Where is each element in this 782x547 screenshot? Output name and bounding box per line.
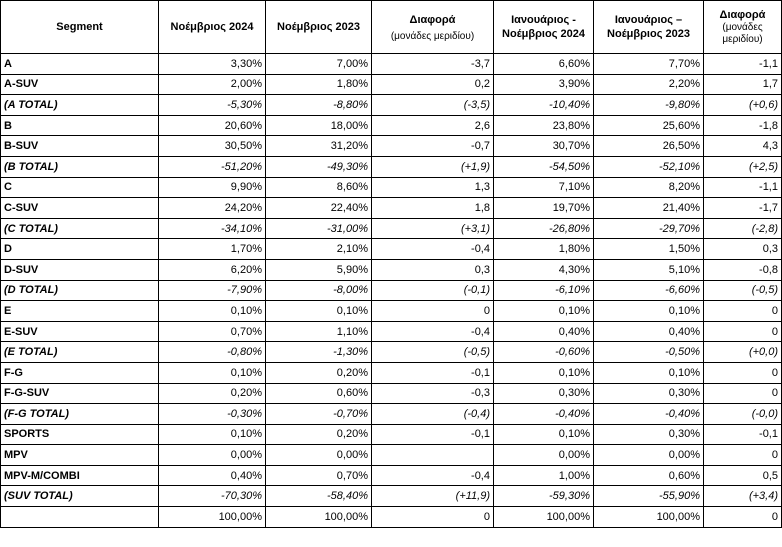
cell-nov-2024: 0,10% bbox=[159, 362, 266, 383]
table-row bbox=[1, 465, 782, 486]
header-segment: Segment bbox=[1, 1, 159, 54]
cell-ytd-2024: 1,80% bbox=[494, 239, 594, 260]
cell-ytd-2024: -10,40% bbox=[494, 95, 594, 116]
cell-ytd-2024: 0,30% bbox=[494, 383, 594, 404]
cell-nov-2023: -1,30% bbox=[266, 342, 372, 363]
table-row-total bbox=[1, 95, 782, 116]
cell-ytd-2024: 0,10% bbox=[494, 424, 594, 445]
header-row bbox=[1, 1, 782, 54]
table-row bbox=[1, 74, 782, 95]
cell-diff-2: 0 bbox=[704, 321, 782, 342]
cell-nov-2023: 7,00% bbox=[266, 54, 372, 75]
cell-ytd-2023: 0,40% bbox=[594, 321, 704, 342]
cell-ytd-2024: 0,40% bbox=[494, 321, 594, 342]
cell-segment: (F-G TOTAL) bbox=[1, 404, 159, 425]
cell-nov-2024: 24,20% bbox=[159, 198, 266, 219]
table-row bbox=[1, 136, 782, 157]
cell-ytd-2023: 2,20% bbox=[594, 74, 704, 95]
cell-nov-2023: 22,40% bbox=[266, 198, 372, 219]
cell-diff bbox=[372, 445, 494, 466]
cell-diff: 0 bbox=[372, 507, 494, 528]
cell-ytd-2024: -54,50% bbox=[494, 156, 594, 177]
table-row bbox=[1, 362, 782, 383]
cell-diff: -0,4 bbox=[372, 239, 494, 260]
cell-ytd-2023: 7,70% bbox=[594, 54, 704, 75]
cell-diff: -0,1 bbox=[372, 424, 494, 445]
cell-segment: C-SUV bbox=[1, 198, 159, 219]
cell-ytd-2024: -0,60% bbox=[494, 342, 594, 363]
cell-diff: (-0,5) bbox=[372, 342, 494, 363]
cell-ytd-2024: -59,30% bbox=[494, 486, 594, 507]
header-ytd-2023-l1: Ιανουάριος – bbox=[614, 14, 683, 26]
cell-nov-2023: 0,70% bbox=[266, 465, 372, 486]
cell-nov-2024: -0,30% bbox=[159, 404, 266, 425]
cell-diff-2: 0,5 bbox=[704, 465, 782, 486]
cell-ytd-2023: 5,10% bbox=[594, 259, 704, 280]
cell-nov-2024: 9,90% bbox=[159, 177, 266, 198]
cell-ytd-2023: -29,70% bbox=[594, 218, 704, 239]
cell-diff: (-0,4) bbox=[372, 404, 494, 425]
cell-diff: 1,8 bbox=[372, 198, 494, 219]
cell-nov-2024: -51,20% bbox=[159, 156, 266, 177]
cell-nov-2023: 0,20% bbox=[266, 362, 372, 383]
cell-ytd-2023: 25,60% bbox=[594, 115, 704, 136]
cell-nov-2023: 0,20% bbox=[266, 424, 372, 445]
cell-segment: (A TOTAL) bbox=[1, 95, 159, 116]
cell-segment: (B TOTAL) bbox=[1, 156, 159, 177]
cell-nov-2023: 0,60% bbox=[266, 383, 372, 404]
cell-ytd-2023: -0,40% bbox=[594, 404, 704, 425]
table-body bbox=[1, 54, 782, 528]
cell-nov-2024: 1,70% bbox=[159, 239, 266, 260]
header-diff-title: Διαφορά bbox=[409, 13, 456, 26]
cell-nov-2023: 0,10% bbox=[266, 301, 372, 322]
cell-nov-2024: 20,60% bbox=[159, 115, 266, 136]
cell-nov-2024: 30,50% bbox=[159, 136, 266, 157]
cell-nov-2024: 100,00% bbox=[159, 507, 266, 528]
cell-diff-2: 0,3 bbox=[704, 239, 782, 260]
cell-diff-2: 0 bbox=[704, 445, 782, 466]
cell-segment: B-SUV bbox=[1, 136, 159, 157]
cell-ytd-2023: 1,50% bbox=[594, 239, 704, 260]
cell-segment bbox=[1, 507, 159, 528]
header-diff-2-sub-l2: μεριδίου) bbox=[722, 34, 763, 45]
header-diff-2 bbox=[704, 1, 782, 54]
cell-diff-2: (-2,8) bbox=[704, 218, 782, 239]
table-row-sum bbox=[1, 507, 782, 528]
cell-ytd-2023: 0,30% bbox=[594, 424, 704, 445]
cell-nov-2024: -5,30% bbox=[159, 95, 266, 116]
cell-nov-2023: -8,80% bbox=[266, 95, 372, 116]
cell-nov-2023: -31,00% bbox=[266, 218, 372, 239]
cell-nov-2024: 0,10% bbox=[159, 301, 266, 322]
cell-diff: 0,2 bbox=[372, 74, 494, 95]
cell-diff-2: (+0,0) bbox=[704, 342, 782, 363]
cell-nov-2023: 2,10% bbox=[266, 239, 372, 260]
cell-diff-2: 0 bbox=[704, 383, 782, 404]
cell-segment: D-SUV bbox=[1, 259, 159, 280]
table-row bbox=[1, 177, 782, 198]
cell-diff-2: 0 bbox=[704, 301, 782, 322]
table-row bbox=[1, 321, 782, 342]
cell-diff-2: -1,1 bbox=[704, 177, 782, 198]
header-nov-2023: Νοέμβριος 2023 bbox=[266, 1, 372, 54]
cell-nov-2024: 2,00% bbox=[159, 74, 266, 95]
cell-diff: -0,1 bbox=[372, 362, 494, 383]
cell-diff: 1,3 bbox=[372, 177, 494, 198]
cell-nov-2024: 3,30% bbox=[159, 54, 266, 75]
cell-ytd-2024: 100,00% bbox=[494, 507, 594, 528]
cell-ytd-2024: 4,30% bbox=[494, 259, 594, 280]
cell-segment: B bbox=[1, 115, 159, 136]
cell-ytd-2023: 100,00% bbox=[594, 507, 704, 528]
table-row bbox=[1, 445, 782, 466]
cell-ytd-2024: 0,10% bbox=[494, 301, 594, 322]
cell-diff: (+1,9) bbox=[372, 156, 494, 177]
cell-nov-2024: 0,20% bbox=[159, 383, 266, 404]
cell-ytd-2024: -6,10% bbox=[494, 280, 594, 301]
cell-diff-2: (+3,4) bbox=[704, 486, 782, 507]
table-row bbox=[1, 115, 782, 136]
cell-ytd-2023: 0,60% bbox=[594, 465, 704, 486]
table-row-total bbox=[1, 404, 782, 425]
cell-nov-2024: -7,90% bbox=[159, 280, 266, 301]
cell-diff-2: (-0,0) bbox=[704, 404, 782, 425]
cell-ytd-2024: 1,00% bbox=[494, 465, 594, 486]
cell-ytd-2024: 30,70% bbox=[494, 136, 594, 157]
cell-ytd-2023: -52,10% bbox=[594, 156, 704, 177]
table-row bbox=[1, 239, 782, 260]
cell-nov-2023: 0,00% bbox=[266, 445, 372, 466]
cell-nov-2024: 0,10% bbox=[159, 424, 266, 445]
header-diff-sub: (μονάδες μεριδίου) bbox=[390, 30, 475, 42]
cell-ytd-2024: 6,60% bbox=[494, 54, 594, 75]
cell-ytd-2024: 0,00% bbox=[494, 445, 594, 466]
cell-segment: (C TOTAL) bbox=[1, 218, 159, 239]
cell-nov-2023: 1,80% bbox=[266, 74, 372, 95]
cell-diff-2: -0,1 bbox=[704, 424, 782, 445]
cell-diff: (+11,9) bbox=[372, 486, 494, 507]
cell-diff-2: 1,7 bbox=[704, 74, 782, 95]
table-row bbox=[1, 424, 782, 445]
header-ytd-2023 bbox=[594, 1, 704, 54]
cell-segment: D bbox=[1, 239, 159, 260]
header-diff-2-sub-l1: (μονάδες bbox=[722, 22, 763, 33]
cell-diff-2: -0,8 bbox=[704, 259, 782, 280]
cell-segment: MPV-M/COMBI bbox=[1, 465, 159, 486]
cell-segment: (SUV TOTAL) bbox=[1, 486, 159, 507]
cell-ytd-2023: 0,30% bbox=[594, 383, 704, 404]
cell-diff-2: 0 bbox=[704, 507, 782, 528]
cell-segment: C bbox=[1, 177, 159, 198]
cell-nov-2024: 0,00% bbox=[159, 445, 266, 466]
cell-ytd-2024: -26,80% bbox=[494, 218, 594, 239]
table-row bbox=[1, 54, 782, 75]
cell-nov-2023: -0,70% bbox=[266, 404, 372, 425]
cell-segment: MPV bbox=[1, 445, 159, 466]
cell-nov-2023: 5,90% bbox=[266, 259, 372, 280]
header-ytd-2024 bbox=[494, 1, 594, 54]
cell-nov-2024: 0,40% bbox=[159, 465, 266, 486]
cell-ytd-2023: 0,00% bbox=[594, 445, 704, 466]
cell-diff: -0,7 bbox=[372, 136, 494, 157]
table-row bbox=[1, 301, 782, 322]
cell-ytd-2024: 0,10% bbox=[494, 362, 594, 383]
cell-diff-2: -1,7 bbox=[704, 198, 782, 219]
cell-segment: A-SUV bbox=[1, 74, 159, 95]
cell-segment: A bbox=[1, 54, 159, 75]
cell-diff: 0,3 bbox=[372, 259, 494, 280]
cell-nov-2024: 6,20% bbox=[159, 259, 266, 280]
cell-segment: (D TOTAL) bbox=[1, 280, 159, 301]
cell-segment: (E TOTAL) bbox=[1, 342, 159, 363]
header-ytd-2024-l1: Ιανουάριος - bbox=[511, 14, 576, 26]
cell-nov-2024: -34,10% bbox=[159, 218, 266, 239]
cell-diff: -0,4 bbox=[372, 321, 494, 342]
cell-diff: 0 bbox=[372, 301, 494, 322]
cell-nov-2023: 1,10% bbox=[266, 321, 372, 342]
cell-diff: -0,4 bbox=[372, 465, 494, 486]
cell-ytd-2023: -0,50% bbox=[594, 342, 704, 363]
table-row bbox=[1, 259, 782, 280]
table-row-total bbox=[1, 486, 782, 507]
cell-nov-2023: 18,00% bbox=[266, 115, 372, 136]
cell-ytd-2023: 0,10% bbox=[594, 301, 704, 322]
cell-nov-2024: 0,70% bbox=[159, 321, 266, 342]
cell-diff-2: (-0,5) bbox=[704, 280, 782, 301]
cell-diff-2: -1,1 bbox=[704, 54, 782, 75]
cell-nov-2023: -49,30% bbox=[266, 156, 372, 177]
cell-ytd-2023: -6,60% bbox=[594, 280, 704, 301]
header-diff bbox=[372, 1, 494, 54]
cell-nov-2023: 31,20% bbox=[266, 136, 372, 157]
cell-diff: -3,7 bbox=[372, 54, 494, 75]
cell-nov-2023: -8,00% bbox=[266, 280, 372, 301]
cell-ytd-2023: -9,80% bbox=[594, 95, 704, 116]
cell-segment: F-G-SUV bbox=[1, 383, 159, 404]
table-row-total bbox=[1, 342, 782, 363]
cell-nov-2023: -58,40% bbox=[266, 486, 372, 507]
cell-nov-2024: -70,30% bbox=[159, 486, 266, 507]
cell-diff: (-0,1) bbox=[372, 280, 494, 301]
header-nov-2024: Νοέμβριος 2024 bbox=[159, 1, 266, 54]
cell-ytd-2024: 23,80% bbox=[494, 115, 594, 136]
cell-segment: E bbox=[1, 301, 159, 322]
cell-ytd-2023: 8,20% bbox=[594, 177, 704, 198]
cell-diff-2: (+2,5) bbox=[704, 156, 782, 177]
header-ytd-2023-l2: Νοέμβριος 2023 bbox=[607, 28, 690, 40]
cell-ytd-2024: 3,90% bbox=[494, 74, 594, 95]
cell-segment: SPORTS bbox=[1, 424, 159, 445]
table-row bbox=[1, 383, 782, 404]
cell-diff: -0,3 bbox=[372, 383, 494, 404]
header-ytd-2024-l2: Νοέμβριος 2024 bbox=[502, 28, 585, 40]
cell-ytd-2023: 21,40% bbox=[594, 198, 704, 219]
cell-nov-2023: 100,00% bbox=[266, 507, 372, 528]
header-diff-2-title: Διαφορά bbox=[719, 9, 766, 21]
cell-ytd-2024: 19,70% bbox=[494, 198, 594, 219]
cell-diff-2: (+0,6) bbox=[704, 95, 782, 116]
table-row-total bbox=[1, 156, 782, 177]
cell-ytd-2024: -0,40% bbox=[494, 404, 594, 425]
cell-nov-2023: 8,60% bbox=[266, 177, 372, 198]
table-row bbox=[1, 198, 782, 219]
cell-nov-2024: -0,80% bbox=[159, 342, 266, 363]
cell-ytd-2023: 0,10% bbox=[594, 362, 704, 383]
cell-segment: E-SUV bbox=[1, 321, 159, 342]
cell-segment: F-G bbox=[1, 362, 159, 383]
table-row-total bbox=[1, 280, 782, 301]
cell-ytd-2023: 26,50% bbox=[594, 136, 704, 157]
cell-diff-2: 0 bbox=[704, 362, 782, 383]
cell-ytd-2024: 7,10% bbox=[494, 177, 594, 198]
cell-diff: 2,6 bbox=[372, 115, 494, 136]
cell-diff: (-3,5) bbox=[372, 95, 494, 116]
table-row-total bbox=[1, 218, 782, 239]
cell-diff: (+3,1) bbox=[372, 218, 494, 239]
cell-diff-2: -1,8 bbox=[704, 115, 782, 136]
cell-diff-2: 4,3 bbox=[704, 136, 782, 157]
cell-ytd-2023: -55,90% bbox=[594, 486, 704, 507]
